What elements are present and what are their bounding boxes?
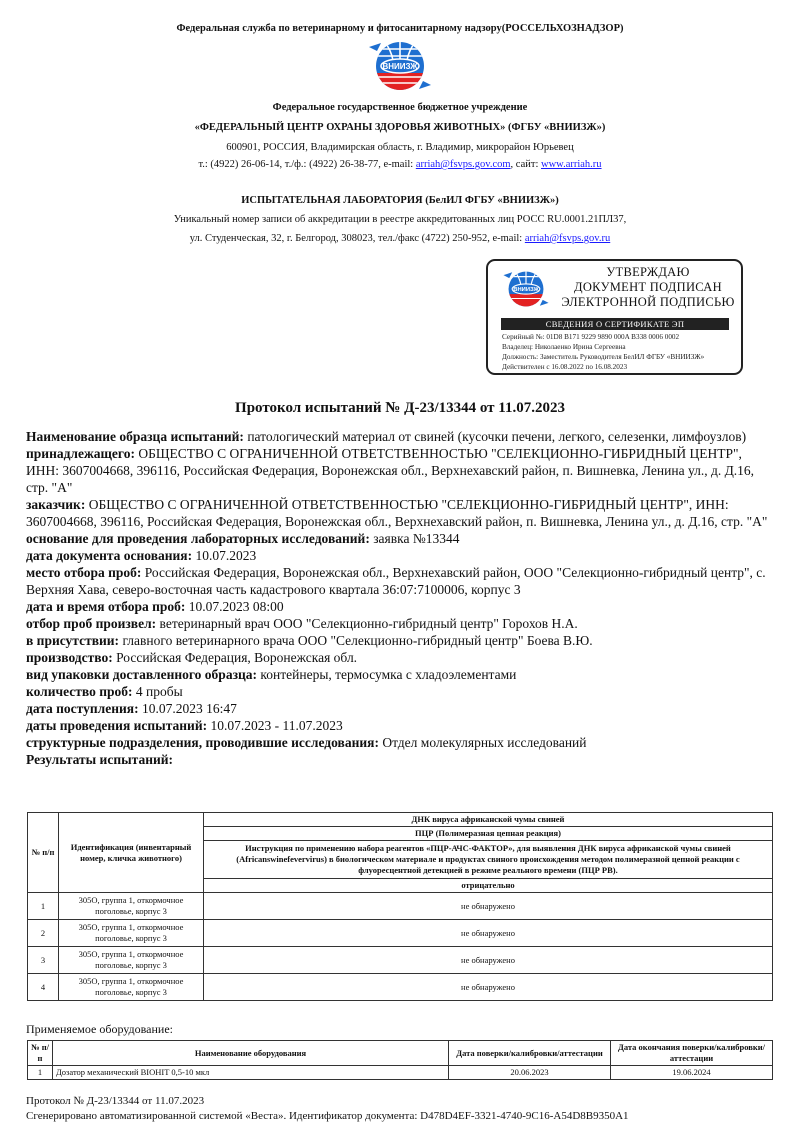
stamp-cert-header: СВЕДЕНИЯ О СЕРТИФИКАТЕ ЭП [501,318,729,330]
target-header: ДНК вируса африканской чумы свиней [204,813,773,827]
equip-col-date: Дата поверки/калибровки/аттестации [449,1041,611,1066]
field-departments: структурные подразделения, проводившие исследования: Отдел молекулярных исследований [26,735,587,750]
institution-contacts [0,158,800,172]
field-basis: основание для проведения лабораторных исследований: заявка №13344 [26,531,460,546]
field-customer: заказчик: ОБЩЕСТВО С ОГРАНИЧЕННОЙ ОТВЕТСТВЕННОСТЬЮ "СЕЛЕКЦИОННО-ГИБРИДНЫЙ ЦЕНТР", ИНН: 3607004668, 396116, Российская Федерация, Воронежская обл., Верхнехавский район, п. Вишневка, Ленина ул., д. Д.16, стр. "А" [26,497,768,529]
field-results-heading: Результаты испытаний: [26,752,174,767]
equip-col-name: Наименование оборудования [53,1041,449,1066]
footer-protocol-ref: Протокол № Д-23/13344 от 11.07.2023 [26,1095,205,1107]
table-row: 3 305О, группа 1, откормочное поголовье, корпус 3 не обнаружено [28,947,773,974]
stamp-approve: УТВЕРЖДАЮ [606,265,690,279]
protocol-fields [26,428,776,768]
field-test-dates: даты проведения испытаний: 10.07.2023 - 11.07.2023 [26,718,343,733]
field-in-presence: в присутствии: главного ветеринарного врача ООО "Селекционно-гибридный центр" Боева В.Ю. [26,633,593,648]
lab-accreditation: Уникальный номер записи об аккредитации в реестре аккредитованных лиц РОСС RU.0001.21ПЛ37, [173,214,627,225]
table-row: 4 305О, группа 1, откормочное поголовье, корпус 3 не обнаружено [28,974,773,1001]
equipment-table [27,1040,773,1080]
stamp-valid: Действителен с 16.08.2022 по 16.08.2023 [502,363,628,371]
field-sampled-by: отбор проб произвел: ветеринарный врач ООО "Селекционно-гибридный центр" Горохов Н.А. [26,616,578,631]
norm-header: отрицательно [204,879,773,893]
stamp-signed-line1: ДОКУМЕНТ ПОДПИСАН [574,280,722,294]
stamp-position: Должность: Заместитель Руководителя БелИЛ ФГБУ «ВНИИЗЖ» [502,353,705,361]
col-id-header: Идентификация (инвентарный номер, кличка животного) [59,813,204,893]
page-footer [26,1094,629,1124]
field-basis-date: дата документа основания: 10.07.2023 [26,548,257,563]
stamp-owner: Владелец: Николаенко Ирина Сергеевна [502,343,626,351]
instruction-header: Инструкция по применению набора реагентов «ПЦР-АЧС-ФАКТОР», для выявления ДНК вируса африканской чумы свиней (Africanswinefevervirus) в биологическом материале и продуктах свиного происхождения методом полимеразной цепной реакции с флуоресцентной детекцией в режиме реального времени (ПЦР РВ). [204,841,773,879]
equip-col-end: Дата окончания поверки/калибровки/аттестации [611,1041,773,1066]
agency-name: Федеральная служба по ветеринарному и фитосанитарному надзору(РОССЕЛЬХОЗНАДЗОР) [176,23,624,34]
field-sample-name: Наименование образца испытаний: патологический материал от свиней (кусочки печени, легкого, селезенки, лимфоузлов) [26,429,747,444]
site-prefix: , сайт: [510,159,541,170]
email-link[interactable]: arriah@fsvps.gov.com [415,159,511,170]
site-link[interactable]: www.arriah.ru [541,159,602,170]
field-packaging: вид упаковки доставленного образца: контейнеры, термосумка с хладоэлементами [26,667,517,682]
protocol-title: Протокол испытаний № Д-23/13344 от 11.07.2023 [235,400,565,416]
lab-name: ИСПЫТАТЕЛЬНАЯ ЛАБОРАТОРИЯ (БелИЛ ФГБУ «ВНИИЗЖ») [241,195,559,206]
svg-text:ВНИИЗЖ: ВНИИЗЖ [513,287,539,294]
svg-text:ВНИИЗЖ: ВНИИЗЖ [382,62,418,71]
table-row: 2 305О, группа 1, откормочное поголовье, корпус 3 не обнаружено [28,920,773,947]
stamp-serial: Серийный №: 01D8 B171 9229 9890 000A B338 0006 0002 [502,333,680,341]
field-owner: принадлежащего: ОБЩЕСТВО С ОГРАНИЧЕННОЙ ОТВЕТСТВЕННОСТЬЮ "СЕЛЕКЦИОННО-ГИБРИДНЫЙ ЦЕНТР", ИНН: 3607004668, 396116, Российская Федерация, Воронежская обл., Верхнехавский район, п. Вишневка, Ленина ул., д. Д.16, стр. "А" [26,446,755,495]
col-num-header: № п/п [28,813,59,893]
institution-type: Федеральное государственное бюджетное учреждение [272,102,528,113]
field-sampling-place: место отбора проб: Российская Федерация, Воронежская обл., Верхнехавский район, ООО "Селекционно-гибридный центр", с. Верхняя Хава, северо-восточная часть кадастрового квартала 36:07:7100006, корпус 3 [26,565,766,597]
equipment-title: Применяемое оборудование: [26,1022,173,1036]
e-signature-stamp [486,259,743,375]
contacts-text: т.: (4922) 26-06-14, т./ф.: (4922) 26-38-77, e-mail: [198,159,416,170]
table-row: 1 Дозатор механический BIOHIT 0,5-10 мкл 20.06.2023 19.06.2024 [28,1066,773,1080]
stamp-signed-line2: ЭЛЕКТРОННОЙ ПОДПИСЬЮ [561,295,735,309]
lab-address [0,232,800,246]
footer-generated: Сгенерировано автоматизированной системой «Веста». Идентификатор документа: D478D4EF-3321-4740-9C16-A54D8B9350A1 [26,1110,629,1122]
method-header: ПЦР (Полимеразная цепная реакция) [204,827,773,841]
table-row: 1 305О, группа 1, откормочное поголовье, корпус 3 не обнаружено [28,893,773,920]
equip-col-num: № п/п [28,1041,53,1066]
field-sample-count: количество проб: 4 пробы [26,684,183,699]
field-production: производство: Российская Федерация, Воронежская обл. [26,650,358,665]
institution-address: 600901, РОССИЯ, Владимирская область, г. Владимир, микрорайон Юрьевец [226,142,574,153]
results-table [27,812,773,1001]
lab-email-link[interactable]: arriah@fsvps.gov.ru [524,233,611,244]
stamp-logo-icon [502,267,550,311]
field-received-date: дата поступления: 10.07.2023 16:47 [26,701,237,716]
institution-name: «ФЕДЕРАЛЬНЫЙ ЦЕНТР ОХРАНЫ ЗДОРОВЬЯ ЖИВОТНЫХ» (ФГБУ «ВНИИЗЖ») [194,122,606,133]
lab-address-text: ул. Студенческая, 32, г. Белгород, 308023, тел./факс (4722) 250-952, e-mail: [189,233,525,244]
field-sampling-datetime: дата и время отбора проб: 10.07.2023 08:00 [26,599,284,614]
vniizzh-logo-icon [367,37,433,95]
